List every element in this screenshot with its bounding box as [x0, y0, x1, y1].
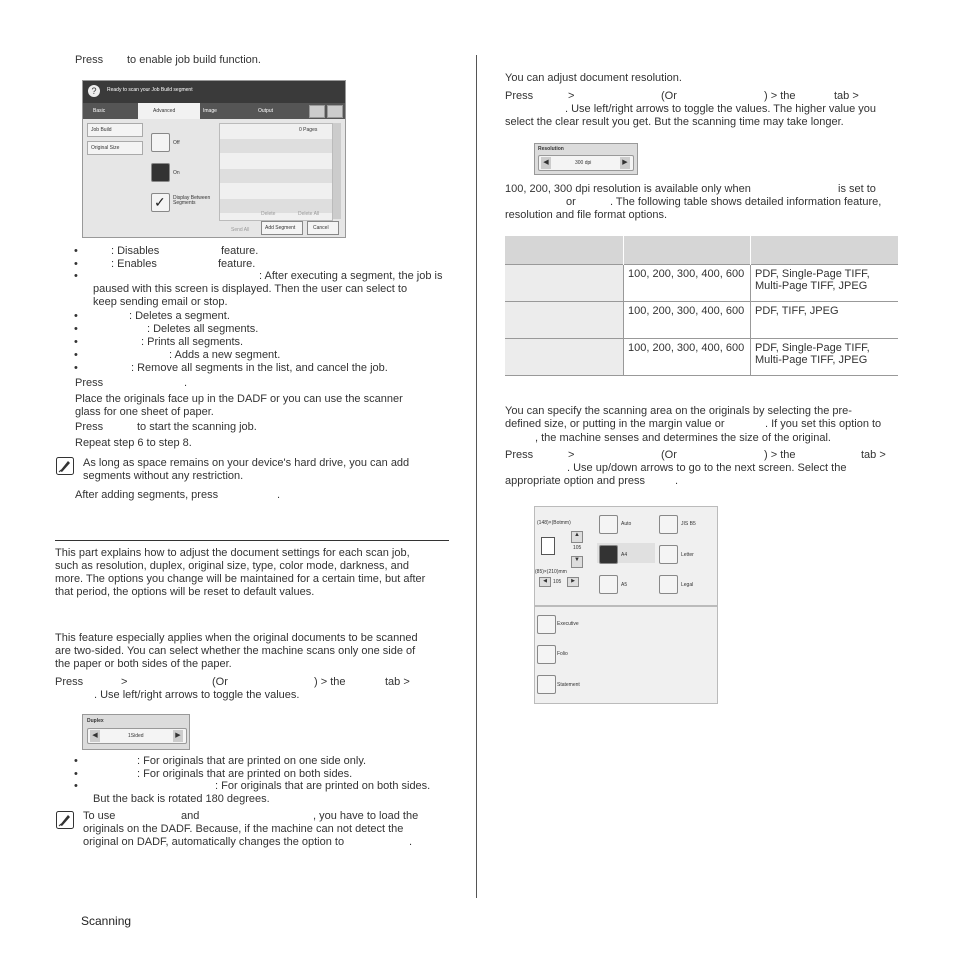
side-item-job-build[interactable]: Job Build: [87, 123, 143, 137]
duplex-bullet1: : For originals that are printed on one side only.: [137, 755, 367, 767]
duplex-label: Duplex: [87, 718, 104, 724]
footer-section: Scanning: [81, 914, 132, 928]
size-text4: , the machine senses and determines the size of the original.: [535, 432, 831, 444]
screen-header: [83, 81, 345, 103]
bullet-off: : Disables: [111, 245, 160, 257]
intro-line4: that period, the options will be reset to default values.: [55, 586, 315, 598]
tab-basic[interactable]: Basic: [93, 108, 106, 114]
duplex-bullet3: : For originals that are printed on both sides.: [215, 780, 431, 792]
duplex-bullet2: : For originals that are printed on both sides.: [137, 768, 353, 780]
intro-line3: more. The options you change will be maintained for a certain time, but after: [55, 573, 426, 585]
bullet-on: : Enables: [111, 258, 157, 270]
size-a5-button[interactable]: [599, 575, 618, 594]
avail-b: is set to: [838, 183, 876, 195]
down-arrow-icon[interactable]: ▼: [571, 556, 583, 568]
note-icon: [56, 457, 74, 475]
up-arrow-icon[interactable]: ▲: [571, 531, 583, 543]
option-off-label: Off: [173, 140, 180, 146]
left-arrow-icon[interactable]: ◀: [90, 730, 100, 742]
add-segment-button[interactable]: Add Segment: [261, 221, 303, 235]
note-icon: [56, 811, 74, 829]
help-icon[interactable]: ?: [88, 85, 100, 97]
height-value[interactable]: 105: [573, 545, 582, 551]
table-row: 100, 200, 300, 400, 600 PDF, Single-Page TIFF, Multi-Page TIFF, JPEG: [505, 339, 898, 376]
duplex-value: 1Sided: [128, 733, 144, 739]
bullet-print-all: : Prints all segments.: [141, 336, 244, 348]
left-dimension: (85)×(210)mm: [535, 569, 567, 575]
res-text2: select the clear result you get. But the scanning time may take longer.: [505, 116, 844, 128]
size-a4-label: A4: [621, 552, 628, 558]
avail-or: or: [566, 196, 576, 208]
delete-button[interactable]: Delete: [261, 211, 276, 217]
avail-a: 100, 200, 300 dpi resolution is available only when: [505, 183, 751, 195]
step-place-1: Place the originals face up in the DADF or you can use the scanner: [75, 393, 403, 405]
display-between-label: Display Between Segments: [173, 195, 211, 206]
bullet-add-segment: : Adds a new segment.: [169, 349, 281, 361]
resolution-value-box[interactable]: [538, 155, 634, 171]
step-press-label: Press: [75, 54, 104, 66]
option-off-button[interactable]: [151, 133, 170, 152]
screen-header-text: Ready to scan your Job Build segment: [107, 87, 193, 93]
res-intro: You can adjust document resolution.: [505, 72, 682, 84]
note2-l3: original on DADF, automatically changes the option to: [83, 836, 345, 848]
resolution-value: 300 dpi: [575, 160, 592, 166]
size-text6: appropriate option and press: [505, 475, 646, 487]
note2-l1b: and: [181, 810, 200, 822]
pages-count: 0 Pages: [299, 127, 318, 133]
send-all-button[interactable]: Send All: [231, 227, 250, 233]
cancel-button[interactable]: Cancel: [307, 221, 339, 235]
bullet-cancel: : Remove all segments in the list, and cancel the job.: [131, 362, 388, 374]
intro-line2: such as resolution, duplex, original size, type, color mode, darkness, and: [55, 560, 410, 572]
delete-all-button[interactable]: Delete All: [298, 211, 320, 217]
size-a4-button[interactable]: [599, 545, 618, 564]
section-divider: [55, 540, 449, 541]
resolution-label: Resolution: [538, 146, 564, 152]
duplex-widget: [82, 714, 190, 750]
table-row: 100, 200, 300, 400, 600 PDF, TIFF, JPEG: [505, 302, 898, 339]
step-start: to start the scanning job.: [137, 421, 257, 433]
intro-line1: This part explains how to adjust the document settings for each scan job,: [55, 547, 410, 559]
bullet-off-feature: feature.: [221, 245, 259, 257]
width-value[interactable]: 105: [553, 579, 562, 585]
size-press: Press: [505, 449, 534, 461]
size-executive-label: Executive: [557, 621, 579, 627]
size-auto-button[interactable]: [599, 515, 618, 534]
list-scrollbar[interactable]: [333, 123, 341, 219]
home-icon[interactable]: [327, 105, 343, 118]
size-letter-button[interactable]: [659, 545, 678, 564]
nav-button[interactable]: [309, 105, 325, 118]
after-adding: After adding segments, press: [75, 489, 219, 501]
original-size-panel: [534, 506, 718, 606]
right-arrow-icon[interactable]: ▶: [620, 157, 630, 169]
bullet-on-feature: feature.: [218, 258, 256, 270]
avail-3: resolution and file format options.: [505, 209, 668, 221]
size-folio-button[interactable]: [537, 645, 556, 664]
bullet-display-between: : After executing a segment, the job is: [259, 270, 443, 282]
right-arrow-icon[interactable]: ▶: [567, 577, 579, 587]
size-letter-label: Letter: [681, 552, 694, 558]
resolution-widget: [534, 143, 638, 175]
duplex-text3: the paper or both sides of the paper.: [55, 658, 232, 670]
side-item-original-size[interactable]: Original Size: [87, 141, 143, 155]
step-enable-job-build: to enable job build function.: [127, 54, 261, 66]
duplex-press: Press: [55, 676, 84, 688]
size-a5-label: A5: [621, 582, 628, 588]
right-arrow-icon[interactable]: ▶: [173, 730, 183, 742]
bullet-delete: : Deletes a segment.: [129, 310, 230, 322]
size-text3: . If you set this option to: [765, 418, 882, 430]
avail-2: . The following table shows detailed information feature,: [610, 196, 882, 208]
duplex-toggle: . Use left/right arrows to toggle the values.: [94, 689, 300, 701]
size-text5: . Use up/down arrows to go to the next screen. Select the: [567, 462, 847, 474]
resolution-table: [505, 236, 898, 376]
note2-l1a: To use: [83, 810, 116, 822]
tab-output[interactable]: Output: [258, 108, 274, 114]
left-arrow-icon[interactable]: ◀: [539, 577, 551, 587]
left-arrow-icon[interactable]: ◀: [541, 157, 551, 169]
bullet-display-between-3: keep sending email or stop.: [93, 296, 228, 308]
step-press-b: Press: [75, 421, 104, 433]
duplex-text2: are two-sided. You can select whether the machine scans only one side of: [55, 645, 416, 657]
tab-image[interactable]: Image: [203, 108, 217, 114]
job-build-screenshot: [82, 80, 346, 238]
option-on-button[interactable]: [151, 163, 170, 182]
top-dimension: (148)×(Botmm): [537, 520, 571, 526]
size-legal-label: Legal: [681, 582, 694, 588]
original-size-panel-lower: [534, 606, 718, 704]
note1-line2: segments without any restriction.: [83, 470, 244, 482]
size-statement-label: Statement: [557, 682, 580, 688]
table-header: [505, 236, 898, 265]
display-between-checkbox[interactable]: [151, 193, 170, 212]
checkmark-icon: ✓: [154, 194, 166, 210]
bullet-display-between-2: paused with this screen is displayed. Then the user can select to: [93, 283, 408, 295]
res-text1: . Use left/right arrows to toggle the values. The higher value you: [565, 103, 877, 115]
step-press-a: Press: [75, 377, 104, 389]
size-text1: You can specify the scanning area on the originals by selecting the pre-: [505, 405, 852, 417]
size-jisb5-label: JIS B5: [681, 521, 696, 527]
step-place-2: glass for one sheet of paper.: [75, 406, 214, 418]
note2-l1c: , you have to load the: [313, 810, 419, 822]
size-text2: defined size, or putting in the margin value or: [505, 418, 725, 430]
segment-list[interactable]: [219, 123, 333, 221]
table-row: 100, 200, 300, 400, 600 PDF, Single-Page TIFF, Multi-Page TIFF, JPEG: [505, 265, 898, 302]
note1-line1: As long as space remains on your device's hard drive, you can add: [83, 457, 410, 469]
duplex-text1: This feature especially applies when the original documents to be scanned: [55, 632, 418, 644]
size-auto-label: Auto: [621, 521, 632, 527]
size-jisb5-button[interactable]: [659, 515, 678, 534]
size-legal-button[interactable]: [659, 575, 678, 594]
bullet-delete-all: : Deletes all segments.: [147, 323, 259, 335]
tab-advanced[interactable]: Advanced: [153, 108, 176, 114]
column-divider: [476, 55, 477, 898]
duplex-value-box[interactable]: [87, 728, 187, 744]
note2-l2: originals on the DADF. Because, if the machine can not detect the: [83, 823, 404, 835]
res-press: Press: [505, 90, 534, 102]
size-statement-button[interactable]: [537, 675, 556, 694]
size-folio-label: Folio: [557, 651, 568, 657]
page-icon: [541, 537, 555, 555]
option-on-label: On: [173, 170, 180, 176]
duplex-bullet3b: But the back is rotated 180 degrees.: [93, 793, 270, 805]
step-repeat: Repeat step 6 to step 8.: [75, 437, 192, 449]
size-executive-button[interactable]: [537, 615, 556, 634]
